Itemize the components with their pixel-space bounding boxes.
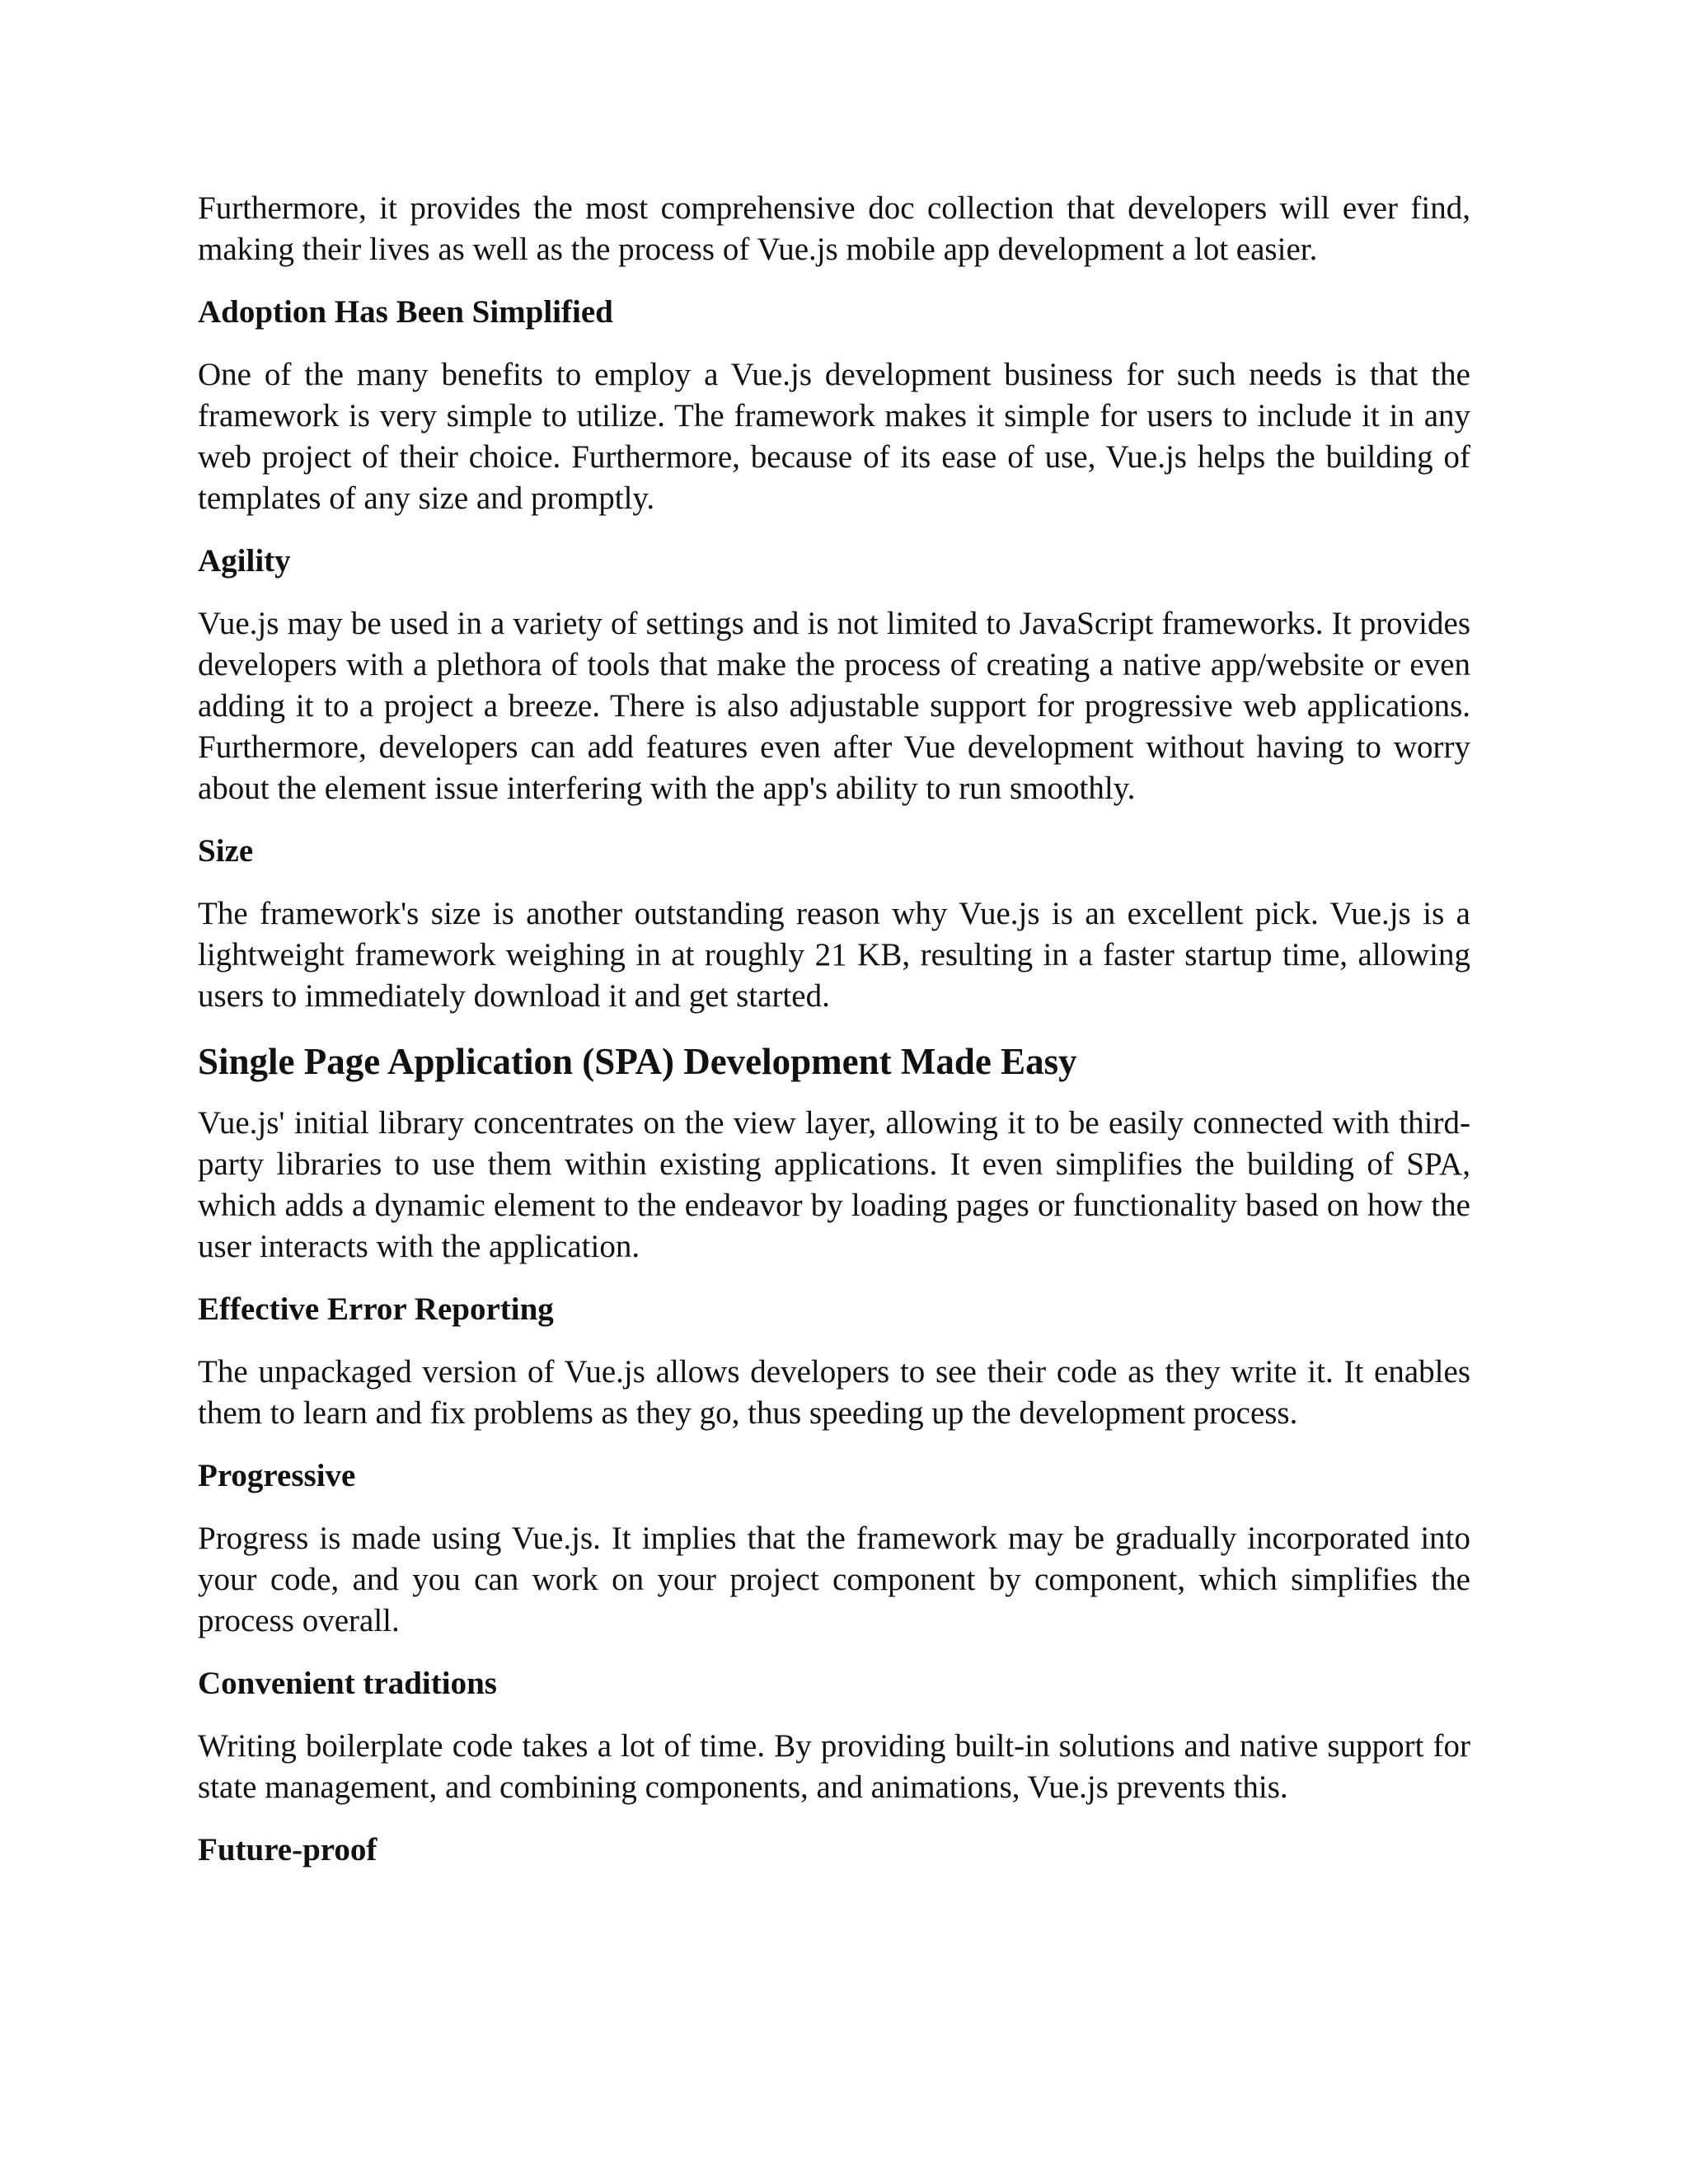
paragraph-progressive: Progress is made using Vue.js. It implies that the framework may be gradually incorporated into your code, and you can work on your project component by component, which simplifies the process overall. <box>198 1521 1470 1638</box>
heading-traditions: Convenient traditions <box>198 1666 497 1701</box>
heading-agility: Agility <box>198 543 291 579</box>
heading-spa: Single Page Application (SPA) Development Made Easy <box>198 1041 1077 1082</box>
heading-error-reporting: Effective Error Reporting <box>198 1291 554 1327</box>
paragraph-traditions: Writing boilerplate code takes a lot of time. By providing built-in solutions and native support for state management, and combining components, and animations, Vue.js prevents this. <box>198 1728 1470 1805</box>
paragraph-adoption: One of the many benefits to employ a Vue.js development business for such needs is that the framework is very simple to utilize. The framework makes it simple for users to include it in any web project of their choice. Furthermore, because of its ease of use, Vue.js helps the building of templates of any size and promptly. <box>198 357 1470 516</box>
heading-adoption: Adoption Has Been Simplified <box>198 294 613 330</box>
document-page <box>198 188 1470 1892</box>
paragraph-size: The framework's size is another outstanding reason why Vue.js is an excellent pick. Vue.js is a lightweight framework weighing in at roughly 21 KB, resulting in a faster startup time, allowing users to immediately download it and get started. <box>198 896 1470 1014</box>
heading-size: Size <box>198 833 254 869</box>
paragraph-error-reporting: The unpackaged version of Vue.js allows developers to see their code as they write it. It enables them to learn and fix problems as they go, thus speeding up the development process. <box>198 1354 1470 1431</box>
heading-future-proof: Future-proof <box>198 1832 377 1868</box>
paragraph-documentation: Furthermore, it provides the most comprehensive doc collection that developers will ever find, making their lives as well as the process of Vue.js mobile app development a lot easier. <box>198 190 1470 267</box>
heading-progressive: Progressive <box>198 1458 356 1493</box>
paragraph-agility: Vue.js may be used in a variety of settings and is not limited to JavaScript frameworks. It provides developers with a plethora of tools that make the process of creating a native app/website or even adding it to a project a breeze. There is also adjustable support for progressive web applications. Furthermore, developers can add features even after Vue development without having to worry about the element issue interfering with the app's ability to run smoothly. <box>198 606 1470 806</box>
paragraph-spa: Vue.js' initial library concentrates on the view layer, allowing it to be easily connected with third-party libraries to use them within existing applications. It even simplifies the building of SPA, which adds a dynamic element to the endeavor by loading pages or functionality based on how the user interacts with the application. <box>198 1105 1470 1264</box>
